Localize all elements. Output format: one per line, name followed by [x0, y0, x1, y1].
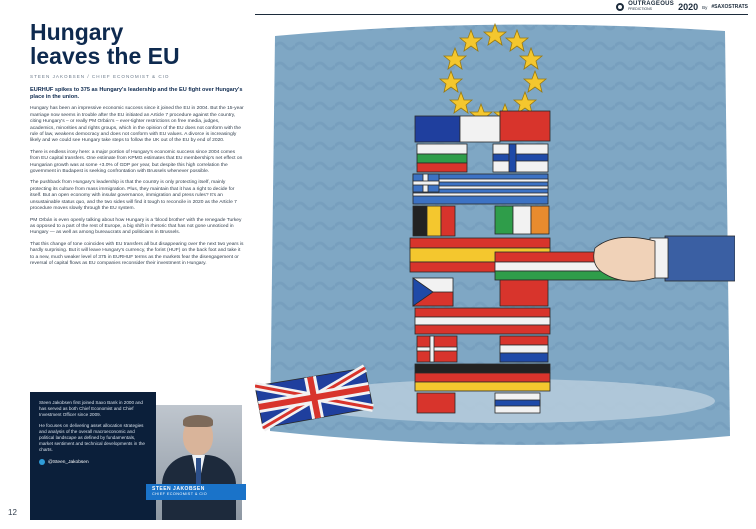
article-paragraph: The pushback from Hungary's leadership is that the country is only protecting itself, mainly protecting its culture from mass immigration. Plus, they maintain that it has a right to decide for itself. But an open economy with insular governance, immigration and press rules? It's an unsustainable status quo, and the two sides will find it tough to reconcile in 2020 as the Article 7 procedure moves slowly through the EU system.: [30, 180, 237, 212]
article-byline: STEEN JAKOBSEN / CHIEF ECONOMIST & CIO: [30, 74, 170, 79]
brand-line2: PREDICTIONS: [628, 7, 653, 11]
author-name-bar: [146, 484, 246, 500]
photo-hair: [183, 415, 213, 427]
twitter-handle[interactable]: [39, 459, 147, 465]
author-name: STEEN JAKOBSEN: [152, 486, 205, 492]
twitter-handle-text: @Steen_Jakobsen: [48, 459, 89, 465]
article-paragraph: PM Orbán is even openly talking about how Hungary is a 'blood brother' with the renegade Turkey as opposed to a part of the rest of Europe, a big shift in rhetoric that has not gone unnoticed in Hungary — as well as among bureaucrats and politicians in Brussels.: [30, 217, 242, 236]
article-paragraph: That this change of tone coincides with EU transfers all but disappearing over the next two years is hardly surprising. But it will leave Hungary's currency, the forint (HUF) on the back foot and take it to a new, much weaker level of 375 in EURHUF terms as the markets fear the disengagement or reversal of capital flows as EU companies reconsider their investment in Hungary.: [30, 241, 244, 266]
article-column: [30, 20, 245, 267]
twitter-icon: [39, 459, 45, 465]
article-lead: EURHUF spikes to 375 as Hungary's leadership and the EU fight over Hungary's place in the union.: [30, 87, 243, 101]
author-bio-box: [30, 392, 156, 520]
pulling-hand: [594, 236, 735, 281]
article-paragraph: There is endless irony here: a major portion of Hungary's economic success since 2004 comes from EU capital transfers. One estimate from KPMG estimates that EU membership's net effect on Hungarian growth was at some +3.0% of GDP per year, but despite this high correlation the government in Budapest is seeking confrontation with Brussels whenever possible.: [30, 149, 243, 175]
article-title: [30, 20, 245, 68]
author-role: CHIEF ECONOMIST & CIO: [152, 492, 208, 496]
photo-tie: [196, 458, 201, 486]
bio-paragraph: He focuses on delivering asset allocation strategies and analysis of the overall macroeconomic and political landscape as defined by fundamentals, market sentiment and technical developments in the charts.: [39, 423, 145, 452]
bio-paragraph: Steen Jakobsen first joined Saxo Bank in 2000 and has served as both Chief Economist and Chief Investment Officer since 2009.: [39, 400, 143, 417]
page-number: 12: [8, 508, 17, 517]
header-year: 2020: [678, 2, 699, 12]
title-line2: leaves the EU: [30, 43, 180, 69]
title-line1: Hungary: [30, 19, 124, 45]
author-photo: [156, 405, 242, 520]
brand-o-icon: [616, 3, 624, 11]
header-divider: [255, 14, 748, 15]
header-by: By: [702, 4, 708, 10]
header-brand: [616, 2, 748, 12]
brand-line1: OUTRAGEOUS: [628, 1, 675, 7]
jenga-eu-illustration: [255, 16, 735, 456]
article-paragraph: Hungary has been an impressive economic success since it joined the EU in 2004. But the 15-year marriage now seems in trouble after the EU initiated an Article 7 procedure against the country, citing Hungary's – or really PM Orbán's – ever-tighter restrictions on free media, judges, academics, minorities and rights groups, which in the opinion of the EU does not conform with the rule of law, weakens democracy and does not conform with EU values. A divorce is increasingly likely and we could see Hungary take steps to follow the UK out of the EU by end of 2020.: [30, 106, 244, 144]
header-hashtag: #SAXOSTRATS: [711, 4, 748, 10]
